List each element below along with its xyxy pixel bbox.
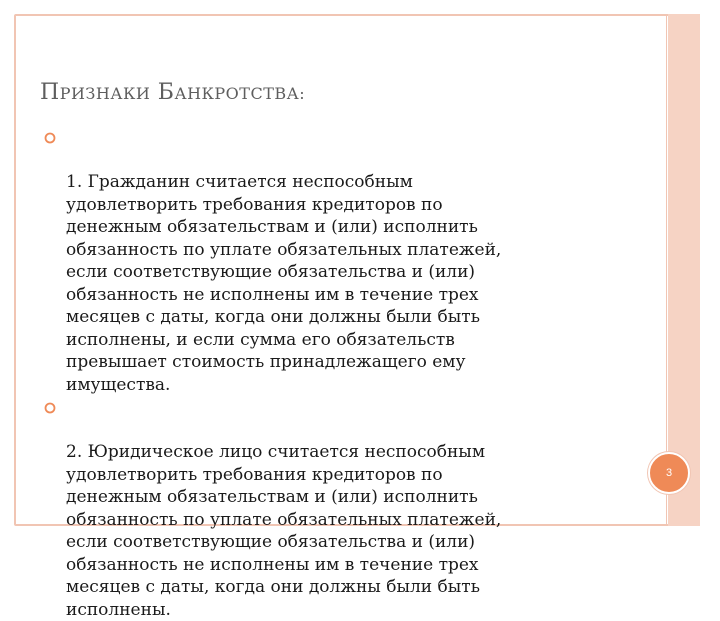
- list-item-text: 1. Гражданин считается неспособным удовлетворить требования кредиторов по денежным обязательствам и (или) исполнить обязанность по уплате обязательных платежей, если соответствующие обязательства и (или) обязанность не исполнены им в течение трех месяцев с даты, когда они должны были быть исполнены, и если сумма его обязательств превышает стоимость принадлежащего ему имущества.: [66, 172, 502, 395]
- list-item-text: 2. Юридическое лицо считается неспособным удовлетворить требования кредиторов по денежным обязательствам и (или) исполнить обязанность по уплате обязательных платежей, если соответствующие обязательства и (или) обязанность не исполнены им в течение трех месяцев с даты, когда они должны были быть исполнены.: [66, 442, 502, 620]
- slide-content: [44, 126, 644, 621]
- circle-bullet-icon: [44, 132, 56, 144]
- circle-bullet-icon: [44, 402, 56, 414]
- list-item: [44, 126, 644, 396]
- slide-title-text: ПРИЗНАКИ БАНКРОТСТВА:: [40, 80, 306, 105]
- right-accent-band: [665, 14, 700, 526]
- right-divider: [666, 14, 667, 526]
- list-item: [44, 396, 644, 621]
- page-number-badge: [648, 452, 690, 494]
- slide-title: [40, 80, 305, 105]
- page-number: 3: [665, 467, 673, 479]
